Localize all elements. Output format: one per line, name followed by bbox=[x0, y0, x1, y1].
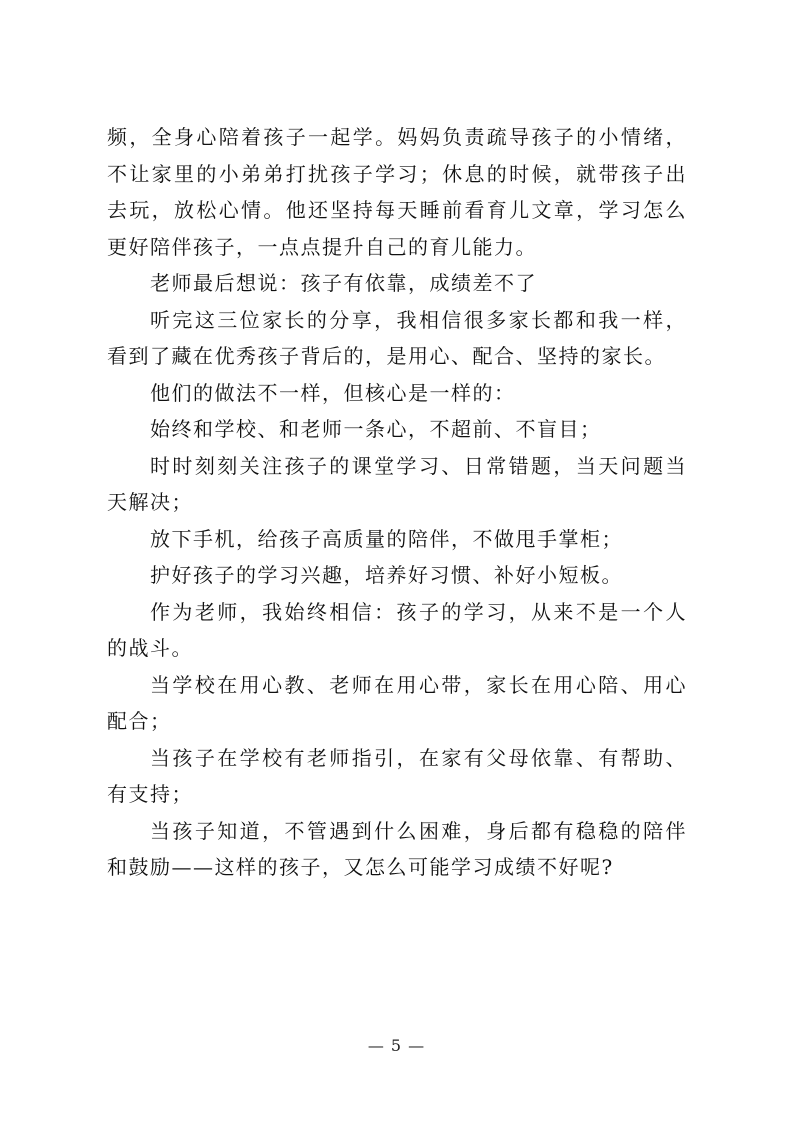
list-item: 始终和学校、和老师一条心，不超前、不盲目； bbox=[150, 417, 602, 441]
body-text bbox=[107, 119, 687, 886]
paragraph: 作为老师，我始终相信：孩子的学习，从来不是一个人的战斗。 bbox=[107, 599, 687, 660]
list-item: 放下手机，给孩子高质量的陪伴，不做甩手掌柜； bbox=[150, 526, 623, 551]
paragraph: 频，全身心陪着孩子一起学。妈妈负责疏导孩子的小情绪，不让家里的小弟弟打扰孩子学习；休息的时候，就带孩子出去玩，放松心情。他还坚持每天睡前看育儿文章，学习怎么更好陪伴孩子，一点点提升自己的育儿能力。 bbox=[107, 125, 687, 259]
paragraph: 当孩子在学校有老师指引，在家有父母依靠、有帮助、有支持； bbox=[107, 745, 687, 806]
paragraph: 当学校在用心教、老师在用心带，家长在用心陪、用心配合； bbox=[107, 672, 687, 733]
paragraph: 他们的做法不一样，但核心是一样的： bbox=[150, 380, 516, 405]
list-item: 时时刻刻关注孩子的课堂学习、日常错题，当天问题当天解决； bbox=[107, 453, 687, 514]
paragraph: 听完这三位家长的分享，我相信很多家长都和我一样，看到了藏在优秀孩子背后的，是用心、配合、坚持的家长。 bbox=[107, 307, 687, 368]
list-item: 护好孩子的学习兴趣，培养好习惯、补好小短板。 bbox=[150, 563, 623, 587]
page-number: — 5 — bbox=[367, 1036, 426, 1055]
section-heading: 老师最后想说：孩子有依靠，成绩差不了 bbox=[150, 271, 537, 295]
paragraph: 当孩子知道，不管遇到什么困难，身后都有稳稳的陪伴和鼓励——这样的孩子，又怎么可能学习成绩不好呢? bbox=[107, 818, 687, 879]
